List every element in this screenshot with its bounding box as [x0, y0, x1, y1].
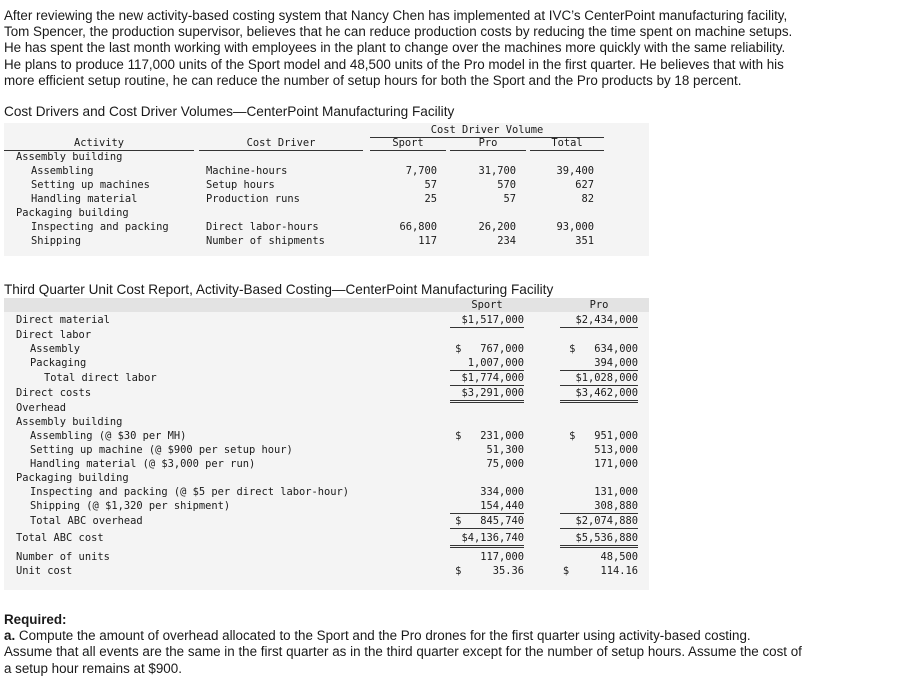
- table-row: [4, 178, 649, 192]
- line-item-label: Assembly building: [16, 416, 123, 428]
- table-row: [4, 328, 649, 342]
- pro-amount-cell: 513,000: [594, 444, 638, 456]
- activity-cell: Assembling: [31, 165, 94, 177]
- pro-amount-cell: $1,028,000: [560, 371, 638, 386]
- table-row: [4, 192, 649, 206]
- pro-volume-cell: 26,200: [478, 221, 516, 233]
- cost-driver-table: [4, 123, 649, 256]
- cost-driver-cell: Direct labor-hours: [206, 221, 319, 233]
- pro-volume-cell: 57: [503, 193, 516, 205]
- pro-volume-cell: 234: [497, 235, 516, 247]
- cost-driver-header: Cost Driver: [199, 136, 363, 151]
- sport-amount-cell: 51,300: [486, 444, 524, 456]
- table-row: [4, 386, 649, 400]
- table-row: [4, 471, 649, 485]
- cost-driver-cell: Production runs: [206, 193, 300, 205]
- table-row: [4, 499, 649, 513]
- total-volume-cell: 627: [575, 179, 594, 191]
- intro-line: more efficient setup routine, he can reduce the number of setup hours for both the Sport and the Pro products by 18 percent.: [4, 72, 742, 88]
- table-row: [4, 457, 649, 471]
- required-section: [4, 612, 904, 677]
- intro-line: He has spent the last month working with employees in the plant to change over the machines more quickly with the same reliability.: [4, 40, 786, 56]
- pro-amount-cell: 48,500: [600, 551, 638, 563]
- intro-line: After reviewing the new activity-based costing system that Nancy Chen has implemented at IVC’s CenterPoint manufacturing facility,: [4, 8, 788, 23]
- pro-volume-cell: 570: [497, 179, 516, 191]
- sport-volume-cell: 66,800: [399, 221, 437, 233]
- line-item-label: Setting up machine (@ $900 per setup hour): [30, 444, 293, 456]
- total-volume-cell: 351: [575, 235, 594, 247]
- pro-amount-cell: 171,000: [594, 458, 638, 470]
- sport-amount-cell: $ 845,740: [450, 514, 524, 529]
- table-row: [4, 443, 649, 457]
- cost-driver-cell: Number of shipments: [206, 235, 325, 247]
- sport-amount-cell: 75,000: [486, 458, 524, 470]
- sport-amount-cell: 154,440: [450, 499, 524, 514]
- sport-amount-cell: 117,000: [480, 551, 524, 563]
- table-row: [4, 342, 649, 356]
- table-row: [4, 531, 649, 545]
- table-row: [4, 206, 649, 220]
- pro-amount-cell: $ 951,000: [569, 430, 638, 442]
- table-row: [4, 550, 649, 564]
- table-row: [4, 514, 649, 528]
- pro-amount-cell: $2,434,000: [560, 313, 638, 328]
- activity-cell: Shipping: [31, 235, 82, 247]
- line-item-label: Packaging: [30, 357, 87, 369]
- sport-amount-cell: 1,007,000: [450, 356, 524, 371]
- sport-amount-cell: 334,000: [480, 486, 524, 498]
- table-row: [4, 220, 649, 234]
- intro-line: He plans to produce 117,000 units of the Sport model and 48,500 units of the Pro model in the first quarter. He believes that with his: [4, 56, 784, 72]
- sport-amount-cell: $3,291,000: [450, 386, 524, 403]
- sport-header: Sport: [370, 136, 446, 151]
- line-item-label: Total direct labor: [44, 372, 157, 384]
- table-row: [4, 415, 649, 429]
- cost-driver-cell: Machine-hours: [206, 165, 288, 177]
- table-row: [4, 564, 649, 578]
- line-item-label: Total ABC overhead: [30, 515, 143, 527]
- line-item-label: Inspecting and packing (@ $5 per direct labor-hour): [30, 486, 350, 498]
- sport-amount-cell: $ 231,000: [455, 430, 524, 442]
- activity-cell: Assembly building: [16, 151, 123, 163]
- pro-amount-cell: 394,000: [560, 356, 638, 371]
- part-a-text: Compute the amount of overhead allocated to the Sport and the Pro drones for the first quarter using activity-based costing.: [18, 628, 751, 644]
- required-part-a: [4, 628, 904, 644]
- line-item-label: Handling material (@ $3,000 per run): [30, 458, 256, 470]
- sport-volume-cell: 25: [424, 193, 437, 205]
- pro-amount-cell: $2,074,880: [560, 514, 638, 529]
- pro-amount-cell: 131,000: [594, 486, 638, 498]
- sport-amount-cell: $ 767,000: [455, 343, 524, 355]
- table-row: [4, 313, 649, 327]
- pro-amount-cell: $5,536,880: [560, 531, 638, 548]
- activity-cell: Handling material: [31, 193, 138, 205]
- table-row: [4, 234, 649, 248]
- line-item-label: Assembling (@ $30 per MH): [30, 430, 187, 442]
- line-item-label: Unit cost: [16, 565, 73, 577]
- pro-volume-cell: 31,700: [478, 165, 516, 177]
- required-line: a setup hour remains at $900.: [4, 660, 182, 676]
- pro-header: Pro: [450, 136, 526, 151]
- part-label: a.: [4, 628, 16, 644]
- table2-caption: Third Quarter Unit Cost Report, Activity-Based Costing—CenterPoint Manufacturing Facility: [4, 282, 554, 297]
- activity-cell: Inspecting and packing: [31, 221, 169, 233]
- pro-amount-cell: 308,880: [560, 499, 638, 514]
- required-line: Assume that all events are the same in the first quarter as in the third quarter except for the number of setup hours. Assume the cost of: [4, 644, 802, 660]
- pro-amount-cell: $ 114.16: [562, 565, 638, 577]
- sport-amount-cell: $4,136,740: [450, 531, 524, 548]
- table-row: [4, 164, 649, 178]
- line-item-label: Shipping (@ $1,320 per shipment): [30, 500, 231, 512]
- line-item-label: Packaging building: [16, 472, 129, 484]
- line-item-label: Total ABC cost: [16, 532, 104, 544]
- line-item-label: Number of units: [16, 551, 110, 563]
- activity-cell: Setting up machines: [31, 179, 150, 191]
- table-row: [4, 371, 649, 385]
- line-item-label: Direct material: [16, 314, 110, 326]
- pro-header: Pro: [589, 299, 609, 311]
- pro-amount-cell: $ 634,000: [569, 343, 638, 355]
- problem-intro: [4, 8, 904, 89]
- cost-driver-volume-header: Cost Driver Volume: [370, 123, 604, 138]
- required-title: Required:: [4, 612, 67, 627]
- table-row: [4, 485, 649, 499]
- line-item-label: Assembly: [30, 343, 81, 355]
- total-volume-cell: 93,000: [556, 221, 594, 233]
- sport-volume-cell: 7,700: [405, 165, 437, 177]
- line-item-label: Overhead: [16, 402, 67, 414]
- table-row: [4, 356, 649, 370]
- pro-amount-cell: $3,462,000: [560, 386, 638, 403]
- total-header: Total: [530, 136, 604, 151]
- sport-volume-cell: 117: [418, 235, 437, 247]
- cost-driver-cell: Setup hours: [206, 179, 275, 191]
- line-item-label: Direct costs: [16, 387, 92, 399]
- line-item-label: Direct labor: [16, 329, 92, 341]
- sport-header: Sport: [471, 299, 503, 311]
- table-row: [4, 429, 649, 443]
- total-volume-cell: 39,400: [556, 165, 594, 177]
- sport-amount-cell: $1,774,000: [450, 371, 524, 386]
- total-volume-cell: 82: [581, 193, 594, 205]
- intro-line: Tom Spencer, the production supervisor, believes that he can reduce production costs by reducing the time spent on machine setups.: [4, 24, 793, 40]
- table1-caption: Cost Drivers and Cost Driver Volumes—CenterPoint Manufacturing Facility: [4, 104, 455, 119]
- sport-amount-cell: $1,517,000: [450, 313, 524, 328]
- sport-amount-cell: $ 35.36: [455, 565, 524, 577]
- activity-cell: Packaging building: [16, 207, 129, 219]
- table-row: [4, 401, 649, 415]
- activity-header: Activity: [4, 136, 194, 151]
- unit-cost-report-table: [4, 298, 649, 590]
- sport-volume-cell: 57: [424, 179, 437, 191]
- table-row: [4, 150, 649, 164]
